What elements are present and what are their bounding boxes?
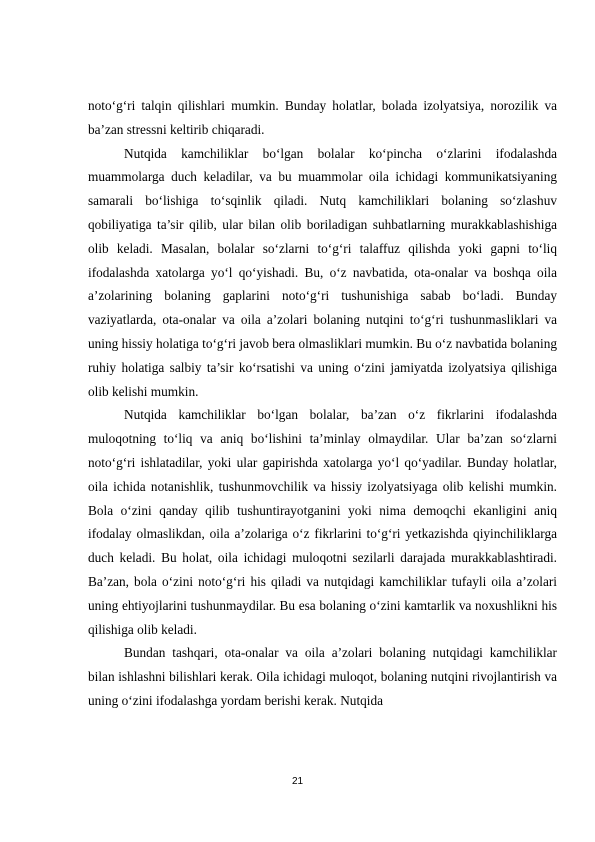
paragraph-continuation: noto‘g‘ri talqin qilishlari mumkin. Bunday holatlar, bolada izolyatsiya, norozilik va ba’zan stressni keltirib chiqaradi. bbox=[88, 98, 557, 137]
paragraph-expression-difficulties: Nutqida kamchiliklar bo‘lgan bolalar, ba’zan o‘z fikrlarini ifodalashda muloqotning to‘liq va aniq bo‘lishini ta’minlay olmaydilar. Ular ba’zan so‘zlarni noto‘g‘ri ishlatadilar, yoki ular gapirishda xatolarga yo‘l qo‘yadilar. Bunday holatlar, oila ichida notanishlik, tushunmovchilik va hissiy izolyatsiyaga olib kelishi mumkin. Bola o‘zini qanday qilib tushuntirayotganini yoki nima demoqchi ekanligini aniq ifodalay olmaslikdan, oila a’zolariga o‘z fikrlarini to‘g‘ri yetkazishda qiyinchiliklarga duch keladi. Bu holat, oila ichidagi muloqotni sezilarli darajada murakkablashtiradi. Ba’zan, bola o‘zini noto‘g‘ri his qiladi va nutqidagi kamchiliklar tufayli oila a’zolari uning ehtiyojlarini tushunmaydilar. Bu esa bolaning o‘zini kamtarlik va noxushlikni his qilishiga olib keladi. bbox=[88, 407, 557, 637]
page-number: 21 bbox=[291, 776, 304, 787]
paragraph-speech-deficits-communication: Nutqida kamchiliklar bo‘lgan bolalar ko‘pincha o‘zlarini ifodalashda muammolarga duch keladilar, va bu muammolar oila ichidagi kommunikatsiyaning samarali bo‘lishiga to‘sqinlik qiladi. Nutq kamchiliklari bolaning so‘zlashuv qobiliyatiga ta’sir qilib, ular bilan olib boriladigan suhbatlarning murakkablashishiga olib keladi. Masalan, bolalar so‘zlarni to‘g‘ri talaffuz qilishda yoki gapni to‘liq ifodalashda xatolarga yo‘l qo‘yishadi. Bu, o‘z navbatida, ota-onalar va boshqa oila a’zolarining bolaning gaplarini noto‘g‘ri tushunishiga sabab bo‘ladi. Bunday vaziyatlarda, ota-onalar va oila a’zolari bolaning nutqini to‘g‘ri tushunmasliklari va uning hissiy holatiga to‘g‘ri javob bera olmasliklari mumkin. Bu o‘z navbatida bolaning ruhiy holatiga salbiy ta’sir ko‘rsatishi va uning o‘zini jamiyatda izolyatsiya qilishiga olib kelishi mumkin. bbox=[88, 145, 557, 399]
document-body bbox=[88, 94, 557, 713]
paragraph-parents-role: Bundan tashqari, ota-onalar va oila a’zolari bolaning nutqidagi kamchiliklar bilan ishlashni bilishlari kerak. Oila ichidagi muloqot, bolaning nutqini rivojlantirish va uning o‘zini ifodalashga yordam berishi kerak. Nutqida bbox=[88, 645, 557, 708]
